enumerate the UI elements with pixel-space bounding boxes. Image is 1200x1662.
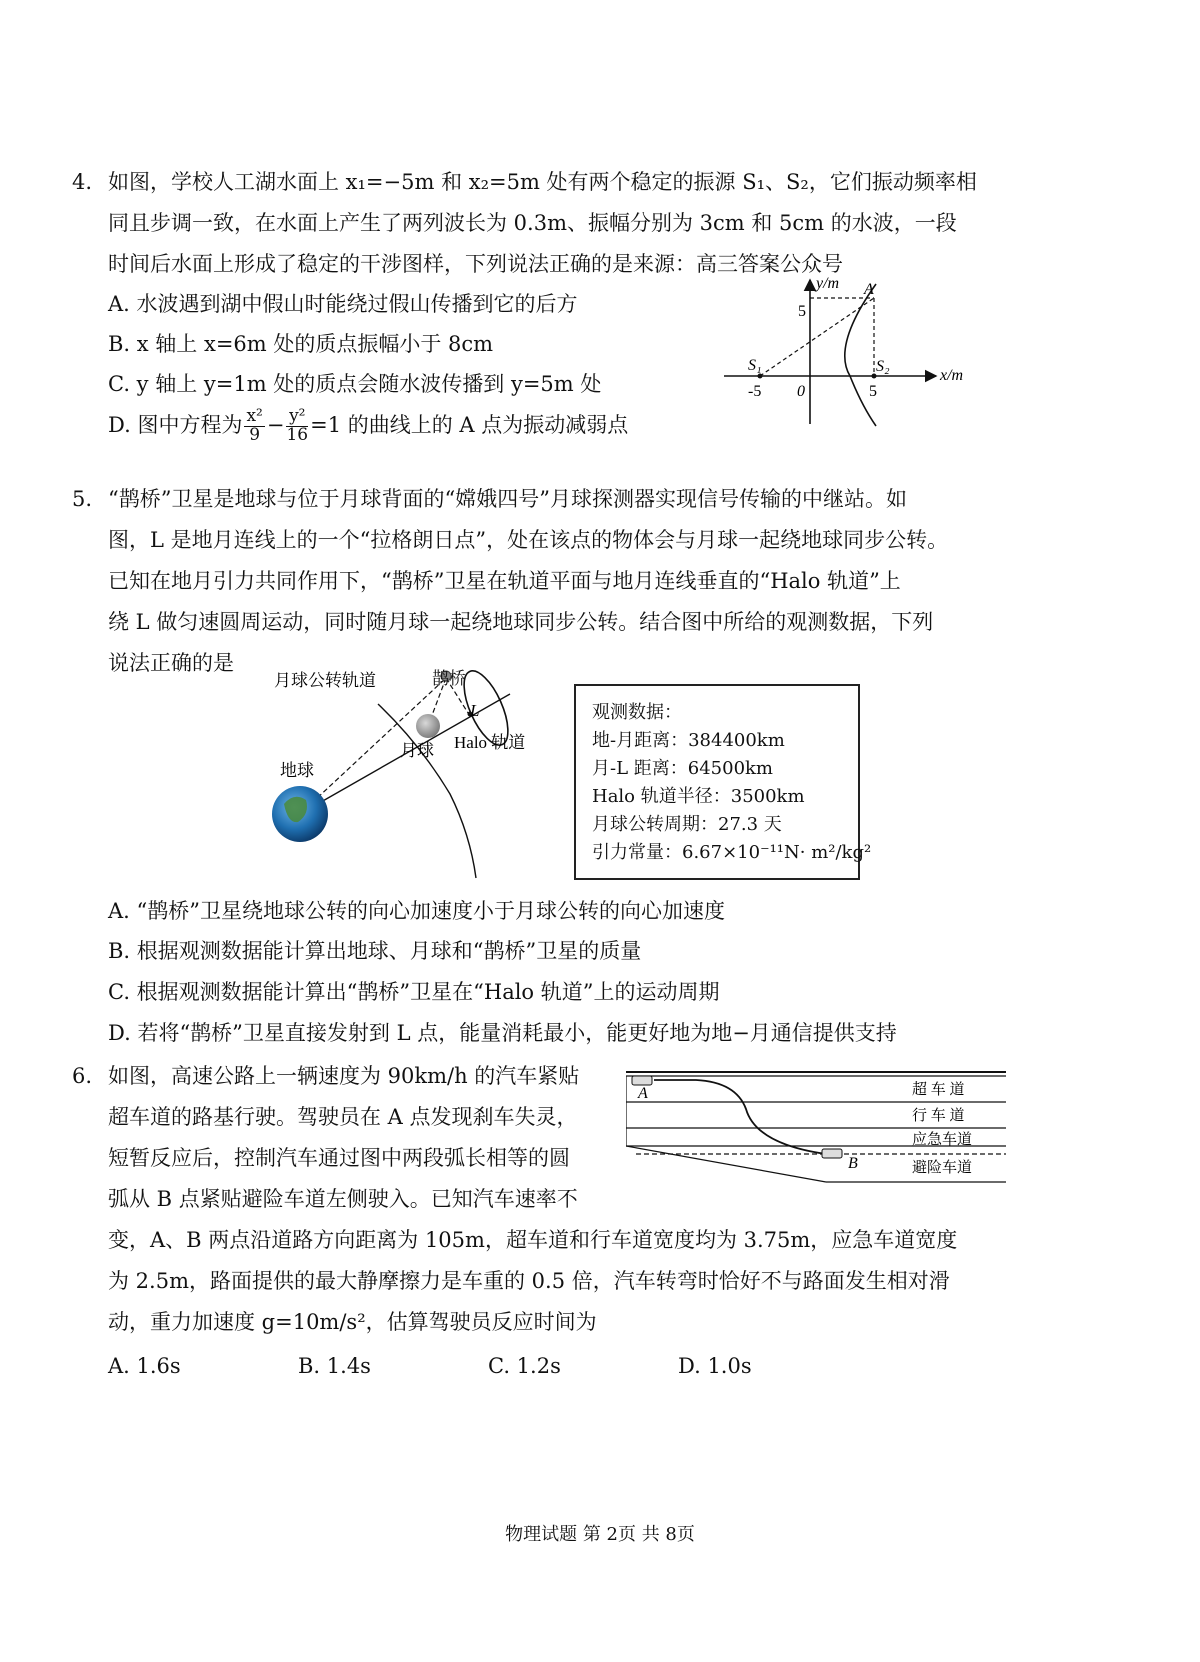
q4-option-d [108,408,628,445]
earth-label: 地球 [280,761,314,780]
point-a-label: A [864,281,874,298]
s1-to-a-dashed [760,298,874,376]
frac1-numerator: x² [246,406,263,426]
moon-orbit-label: 月球公转轨道 [274,671,376,690]
q5-text-line4: 绕 L 做匀速圆周运动，同时随月球一起绕地球同步公转。结合图中所给的观测数据，下列 [108,610,934,634]
obs-halo-radius: Halo 轨道半径：3500km [592,786,805,807]
q4-number: 4. [72,170,93,194]
q6-number: 6. [72,1064,93,1088]
minus-sign: − [266,412,285,437]
car-at-a [632,1076,652,1085]
q6-text-line6: 为 2.5m，路面提供的最大静摩擦力是车重的 0.5 倍，汽车转弯时恰好不与路面发生相对滑 [108,1269,950,1293]
q5-text-line5: 说法正确的是 [108,651,234,675]
s2-label: S₂ [876,358,890,375]
car-trajectory-arc [654,1080,826,1154]
q4-text-line1: 如图，学校人工湖水面上 x₁=−5m 和 x₂=5m 处有两个稳定的振源 S₁、S₂，它们振动频率相 [108,170,977,194]
fraction-y2-over-16 [286,408,308,445]
q5-option-a: A. “鹊桥”卫星绕地球公转的向心加速度小于月球公转的向心加速度 [108,899,725,923]
q4-text-line3: 时间后水面上形成了稳定的干涉图样，下列说法正确的是来源：高三答案公众号 [108,252,843,276]
q6-text-line3: 短暂反应后，控制汽车通过图中两段弧长相等的圆 [108,1146,570,1170]
q6-text-line2: 超车道的路基行驶。驾驶员在 A 点发现刹车失灵， [108,1105,578,1129]
q6-text-line4: 弧从 B 点紧贴避险车道左侧驶入。已知汽车速率不 [108,1187,578,1211]
q4-option-d-prefix: D. 图中方程为 [108,412,243,437]
q4-option-d-suffix: =1 的曲线上的 A 点为振动减弱点 [310,412,629,437]
escape-lane-left-edge [626,1146,826,1182]
q6-option-b: B. 1.4s [298,1354,371,1378]
q4-interference-figure [724,276,964,432]
q4-text-line2: 同且步调一致，在水面上产生了两列波长为 0.3m、振幅分别为 3cm 和 5cm 的水波，一段 [108,211,957,235]
q6-option-a: A. 1.6s [108,1354,181,1378]
frac1-denominator: 9 [249,424,261,445]
l-label: L [470,701,480,720]
obs-moon-l-distance: 月-L 距离：64500km [592,758,773,779]
lane-escape-label: 避险车道 [912,1160,973,1176]
moon-sphere [416,714,440,738]
q6-text-line5: 变，A、B 两点沿道路方向距离为 105m，超车道和行车道宽度均为 3.75m，应急车道宽度 [108,1228,958,1252]
obs-moon-period: 月球公转周期：27.3 天 [592,814,782,835]
x-tick-5: 5 [869,383,877,400]
frac2-denominator: 16 [286,424,309,445]
q5-text-line3: 已知在地月引力共同作用下，“鹊桥”卫星在轨道平面与地月连线垂直的“Halo 轨道”上 [108,569,901,593]
point-b-label: B [848,1155,858,1172]
frac2-numerator: y² [286,408,308,427]
page-footer: 物理试题 第 2页 共 8页 [505,1524,695,1545]
magpie-label-html: 鹊桥 [432,669,466,689]
hyperbola-curve [845,284,876,426]
origin-label: 0 [797,383,805,400]
x-axis-label: x/m [940,367,964,384]
car-at-b [822,1149,842,1158]
obs-title: 观测数据： [592,702,682,723]
q5-number: 5. [72,487,93,511]
observation-data-box [574,684,872,880]
point-a-label: A [638,1085,648,1102]
q5-option-c: C. 根据观测数据能计算出“鹊桥”卫星在“Halo 轨道”上的运动周期 [108,980,720,1004]
halo-label: Halo 轨道 [454,733,526,752]
fraction-x2-over-9 [244,408,264,445]
lane-emergency-label: 应急车道 [912,1132,973,1148]
q6-text-line1: 如图，高速公路上一辆速度为 90km/h 的汽车紧贴 [108,1064,580,1088]
q5-option-b: B. 根据观测数据能计算出地球、月球和“鹊桥”卫星的质量 [108,939,642,963]
q5-text-line1: “鹊桥”卫星是地球与位于月球背面的“嫦娥四号”月球探测器实现信号传输的中继站。如 [108,487,907,511]
q5-queqiao-figure [270,664,570,880]
obs-earth-moon-distance: 地-月距离：384400km [592,730,785,751]
q6-text-line7: 动，重力加速度 g=10m/s²，估算驾驶员反应时间为 [108,1310,597,1334]
lane-overtaking-label: 超 车 道 [912,1082,965,1098]
q4-option-a: A. 水波遇到湖中假山时能绕过假山传播到它的后方 [108,292,578,316]
q4-option-c: C. y 轴上 y=1m 处的质点会随水波传播到 y=5m 处 [108,372,602,396]
y-axis-label: y/m [816,276,840,292]
moon-label: 月球 [400,741,434,760]
q5-text-line2: 图，L 是地月连线上的一个“拉格朗日点”，处在该点的物体会与月球一起绕地球同步公转。 [108,528,949,552]
q4-option-b: B. x 轴上 x=6m 处的质点振幅小于 8cm [108,332,494,356]
lane-driving-label: 行 车 道 [912,1108,965,1124]
q6-highway-figure [626,1064,1006,1202]
s1-label: S₁ [748,357,762,374]
s1-point [758,374,763,379]
obs-gravitational-constant: 引力常量：6.67×10⁻¹¹N· m²/kg² [592,842,872,863]
q6-option-c: C. 1.2s [488,1354,561,1378]
q6-option-d: D. 1.0s [678,1354,752,1378]
y-tick-5: 5 [798,303,806,320]
x-tick-minus5: -5 [748,383,762,400]
q5-option-d: D. 若将“鹊桥”卫星直接发射到 L 点，能量消耗最小，能更好地为地−月通信提供支持 [108,1021,897,1045]
